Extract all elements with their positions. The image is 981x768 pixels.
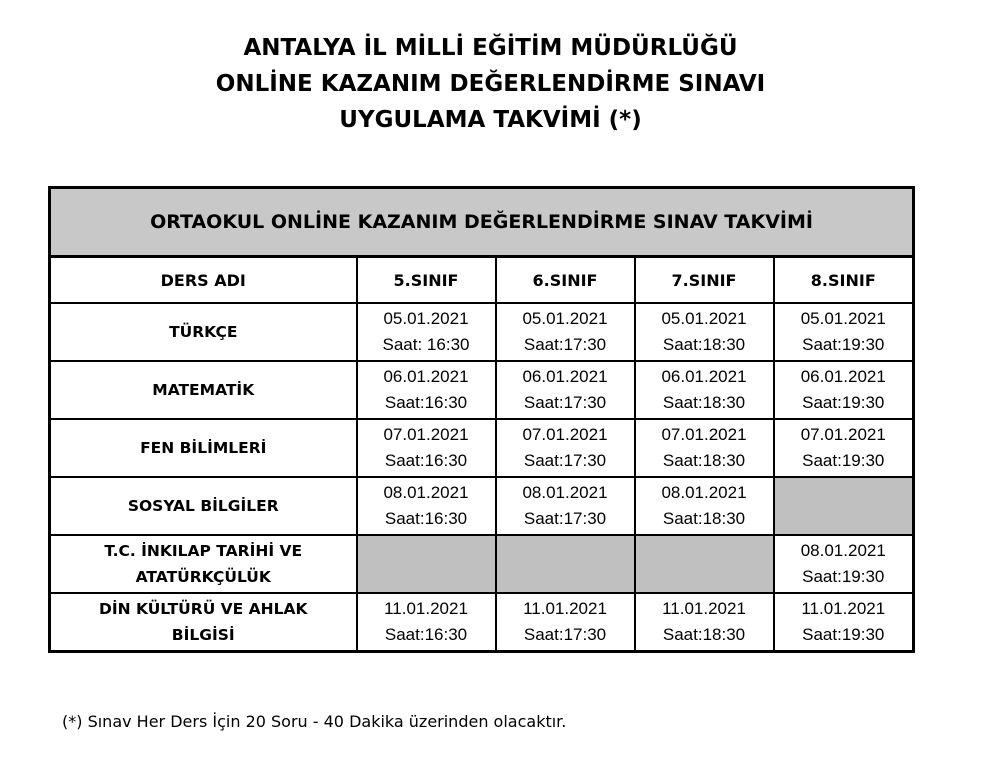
exam-date: 05.01.2021 (522, 309, 608, 328)
subject-name-line: SOSYAL BİLGİLER (127, 497, 279, 515)
header-grade-7: 7.SINIF (635, 257, 774, 304)
exam-date: 08.01.2021 (661, 483, 747, 502)
table-header-row (50, 257, 914, 304)
exam-time: Saat:17:30 (523, 509, 607, 528)
exam-time: Saat: 16:30 (382, 335, 470, 354)
schedule-cell (635, 303, 774, 361)
exam-time: Saat:18:30 (662, 451, 746, 470)
document-title (0, 30, 981, 138)
exam-time: Saat:16:30 (384, 509, 468, 528)
exam-time: Saat:18:30 (662, 509, 746, 528)
schedule-cell (774, 593, 914, 652)
exam-time: Saat:17:30 (523, 393, 607, 412)
exam-date: 11.01.2021 (523, 599, 607, 618)
subject-cell (50, 593, 357, 652)
exam-date: 07.01.2021 (661, 425, 747, 444)
subject-name-line: DİN KÜLTÜRÜ VE AHLAK (98, 600, 308, 618)
exam-time: Saat:17:30 (523, 625, 607, 644)
exam-date: 05.01.2021 (383, 309, 469, 328)
schedule-cell (357, 593, 496, 652)
empty-cell (496, 535, 635, 593)
schedule-cell (357, 419, 496, 477)
subject-cell (50, 303, 357, 361)
exam-date: 06.01.2021 (383, 367, 469, 386)
schedule-cell (496, 303, 635, 361)
table-row (50, 477, 914, 535)
schedule-cell (496, 477, 635, 535)
subject-cell (50, 535, 357, 593)
title-line-2: ONLİNE KAZANIM DEĞERLENDİRME SINAVI (215, 71, 766, 97)
exam-date: 08.01.2021 (522, 483, 608, 502)
schedule-cell (496, 361, 635, 419)
subject-name-line: MATEMATİK (152, 381, 255, 399)
exam-date: 08.01.2021 (383, 483, 469, 502)
table-banner-row (50, 188, 914, 257)
exam-time: Saat:18:30 (662, 335, 746, 354)
schedule-cell (357, 303, 496, 361)
exam-date: 07.01.2021 (800, 425, 886, 444)
table-row (50, 303, 914, 361)
subject-name-line: TÜRKÇE (169, 323, 238, 341)
table-banner: ORTAOKUL ONLİNE KAZANIM DEĞERLENDİRME SINAV TAKVİMİ (50, 188, 914, 257)
schedule-cell (635, 419, 774, 477)
exam-time: Saat:17:30 (523, 335, 607, 354)
table-row (50, 419, 914, 477)
schedule-cell (774, 303, 914, 361)
subject-name-line: BİLGİSİ (171, 626, 235, 644)
subject-name-line: ATATÜRKÇÜLÜK (135, 568, 271, 586)
exam-time: Saat:18:30 (662, 625, 746, 644)
schedule-cell (635, 477, 774, 535)
empty-cell (635, 535, 774, 593)
empty-cell (774, 477, 914, 535)
exam-date: 07.01.2021 (522, 425, 608, 444)
exam-time: Saat:16:30 (384, 393, 468, 412)
title-line-1: ANTALYA İL MİLLİ EĞİTİM MÜDÜRLÜĞÜ (243, 35, 738, 61)
exam-date: 05.01.2021 (661, 309, 747, 328)
exam-time: Saat:18:30 (662, 393, 746, 412)
subject-cell (50, 361, 357, 419)
header-grade-5: 5.SINIF (357, 257, 496, 304)
subject-cell (50, 477, 357, 535)
exam-date: 11.01.2021 (384, 599, 468, 618)
schedule-cell (496, 419, 635, 477)
schedule-cell (635, 593, 774, 652)
exam-date: 07.01.2021 (383, 425, 469, 444)
schedule-cell (774, 419, 914, 477)
header-subject: DERS ADI (50, 257, 357, 304)
exam-date: 06.01.2021 (661, 367, 747, 386)
footnote: (*) Sınav Her Ders İçin 20 Soru - 40 Dakika üzerinden olacaktır. (62, 712, 567, 731)
header-grade-6: 6.SINIF (496, 257, 635, 304)
exam-time: Saat:16:30 (384, 451, 468, 470)
exam-date: 06.01.2021 (800, 367, 886, 386)
schedule-cell (357, 477, 496, 535)
schedule-cell (635, 361, 774, 419)
header-grade-8: 8.SINIF (774, 257, 914, 304)
schedule-cell (774, 361, 914, 419)
exam-time: Saat:17:30 (523, 451, 607, 470)
empty-cell (357, 535, 496, 593)
table-row (50, 361, 914, 419)
exam-date: 11.01.2021 (662, 599, 746, 618)
exam-time: Saat:19:30 (802, 567, 885, 586)
exam-date: 11.01.2021 (801, 599, 886, 618)
exam-time: Saat:19:30 (802, 451, 885, 470)
exam-schedule-table (48, 186, 915, 653)
title-line-3: UYGULAMA TAKVİMİ (*) (339, 107, 642, 133)
exam-time: Saat:19:30 (802, 625, 885, 644)
exam-time: Saat:19:30 (802, 393, 885, 412)
schedule-cell (774, 535, 914, 593)
subject-cell (50, 419, 357, 477)
exam-date: 08.01.2021 (800, 541, 886, 560)
exam-time: Saat:16:30 (384, 625, 468, 644)
subject-name-line: FEN BİLİMLERİ (140, 439, 267, 457)
exam-time: Saat:19:30 (802, 335, 885, 354)
table-row (50, 535, 914, 593)
exam-date: 05.01.2021 (800, 309, 886, 328)
schedule-cell (357, 361, 496, 419)
schedule-cell (496, 593, 635, 652)
exam-date: 06.01.2021 (522, 367, 608, 386)
table-row (50, 593, 914, 652)
subject-name-line: T.C. İNKILAP TARİHİ VE (104, 542, 303, 560)
